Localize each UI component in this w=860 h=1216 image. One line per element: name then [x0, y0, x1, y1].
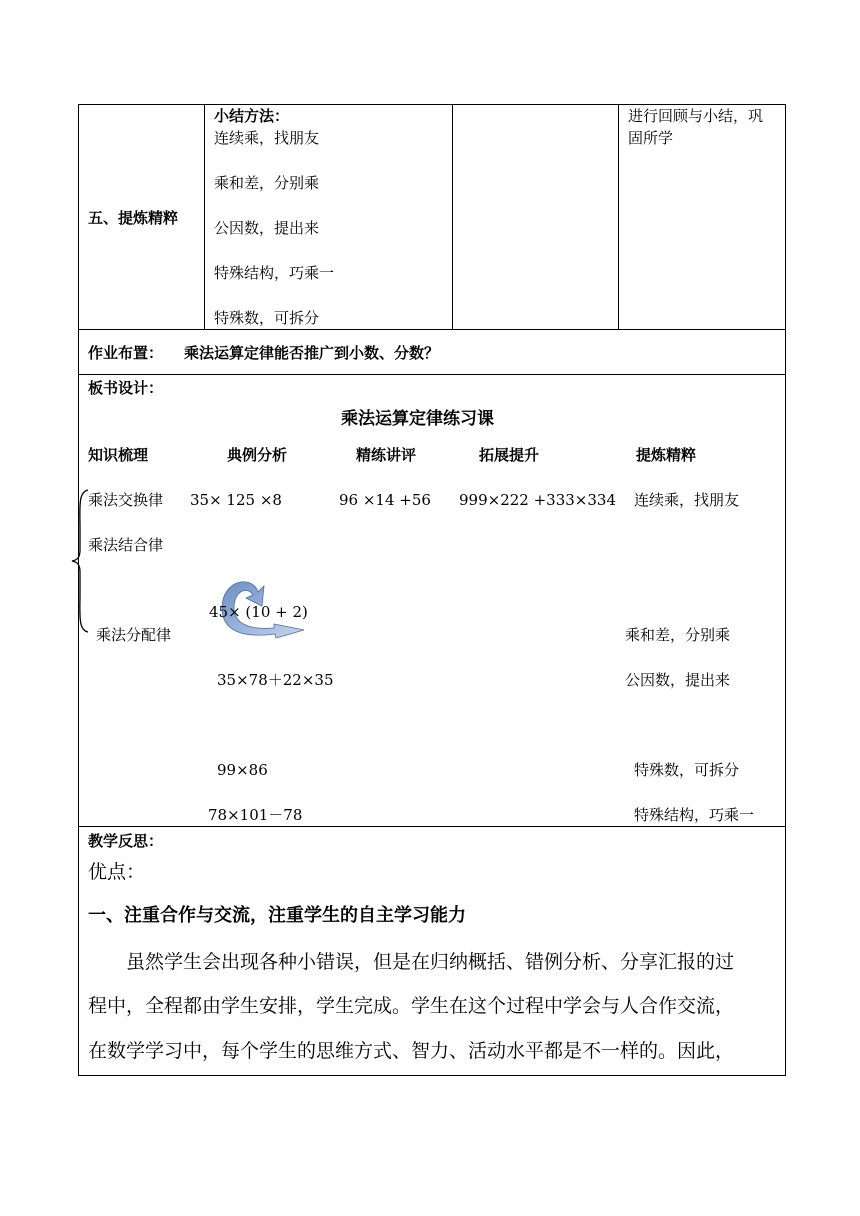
- reflection-heading: 一、注重合作与交流，注重学生的自主学习能力: [88, 905, 466, 926]
- method-item: 连续乘，找朋友: [214, 129, 320, 147]
- col-divider-3: [618, 104, 619, 330]
- essence-line-4: 特殊数，可拆分: [634, 761, 740, 779]
- reflection-label: 教学反思：: [88, 832, 164, 850]
- method-item: 乘和差，分别乘: [214, 174, 320, 192]
- essence-line-1: 连续乘，找朋友: [634, 491, 740, 509]
- example-expr-1: 35× 125 ×8: [190, 491, 282, 509]
- section5-note-line1: 进行回顾与小结，巩: [628, 107, 764, 125]
- homework-text: 乘法运算定律能否推广到小数、分数？: [184, 344, 440, 362]
- table-top-border: [78, 104, 786, 105]
- table-bottom-border: [78, 1075, 786, 1076]
- board-label: 板书设计：: [88, 379, 164, 397]
- method-item: 公因数，提出来: [214, 219, 320, 237]
- table-right-border: [785, 104, 786, 1076]
- board-title: 乘法运算定律练习课: [341, 409, 494, 429]
- board-header-examples: 典例分析: [227, 446, 288, 464]
- board-header-extend: 拓展提升: [479, 446, 540, 464]
- reflection-paragraph-line: 虽然学生会出现各种小错误，但是在归纳概括、错例分析、分享汇报的过: [126, 951, 735, 973]
- law-distributive: 乘法分配律: [96, 626, 172, 644]
- section5-label: 五、提炼精粹: [88, 209, 179, 227]
- law-commutative: 乘法交换律: [88, 491, 164, 509]
- method-item: 特殊结构，巧乘一: [214, 264, 335, 282]
- example-expr-2: 35×78＋22×35: [217, 671, 334, 689]
- method-title: 小结方法：: [214, 107, 290, 125]
- homework-label: 作业布置：: [88, 344, 164, 362]
- advantage-label: 优点：: [88, 861, 146, 883]
- extend-expr-1: 999×222 +333×334: [459, 491, 616, 509]
- example-expr-4: 78×101－78: [208, 806, 303, 824]
- essence-line-5: 特殊结构，巧乘一: [634, 806, 755, 824]
- board-header-essence: 提炼精粹: [636, 446, 697, 464]
- distributive-expr: 45× (10 + 2): [209, 603, 308, 621]
- row-divider-board: [78, 826, 786, 827]
- law-associative: 乘法结合律: [88, 536, 164, 554]
- essence-line-3: 公因数，提出来: [625, 671, 731, 689]
- section5-note-line2: 固所学: [628, 129, 674, 147]
- board-header-practice: 精练讲评: [356, 446, 417, 464]
- example-expr-3: 99×86: [217, 761, 268, 779]
- reflection-paragraph-line: 在数学学习中，每个学生的思维方式、智力、活动水平都是不一样的。因此，: [88, 1040, 735, 1062]
- board-header-knowledge: 知识梳理: [88, 446, 149, 464]
- col-divider-2: [452, 104, 453, 330]
- row-divider-homework: [78, 374, 786, 375]
- col-divider-1: [204, 104, 205, 330]
- essence-line-2: 乘和差，分别乘: [625, 626, 731, 644]
- method-item: 特殊数，可拆分: [214, 309, 320, 327]
- reflection-paragraph-line: 程中，全程都由学生安排，学生完成。学生在这个过程中学会与人合作交流，: [88, 995, 735, 1017]
- practice-expr-1: 96 ×14 +56: [339, 491, 431, 509]
- curly-brace-icon: [70, 488, 92, 634]
- row-divider-section5: [78, 329, 786, 330]
